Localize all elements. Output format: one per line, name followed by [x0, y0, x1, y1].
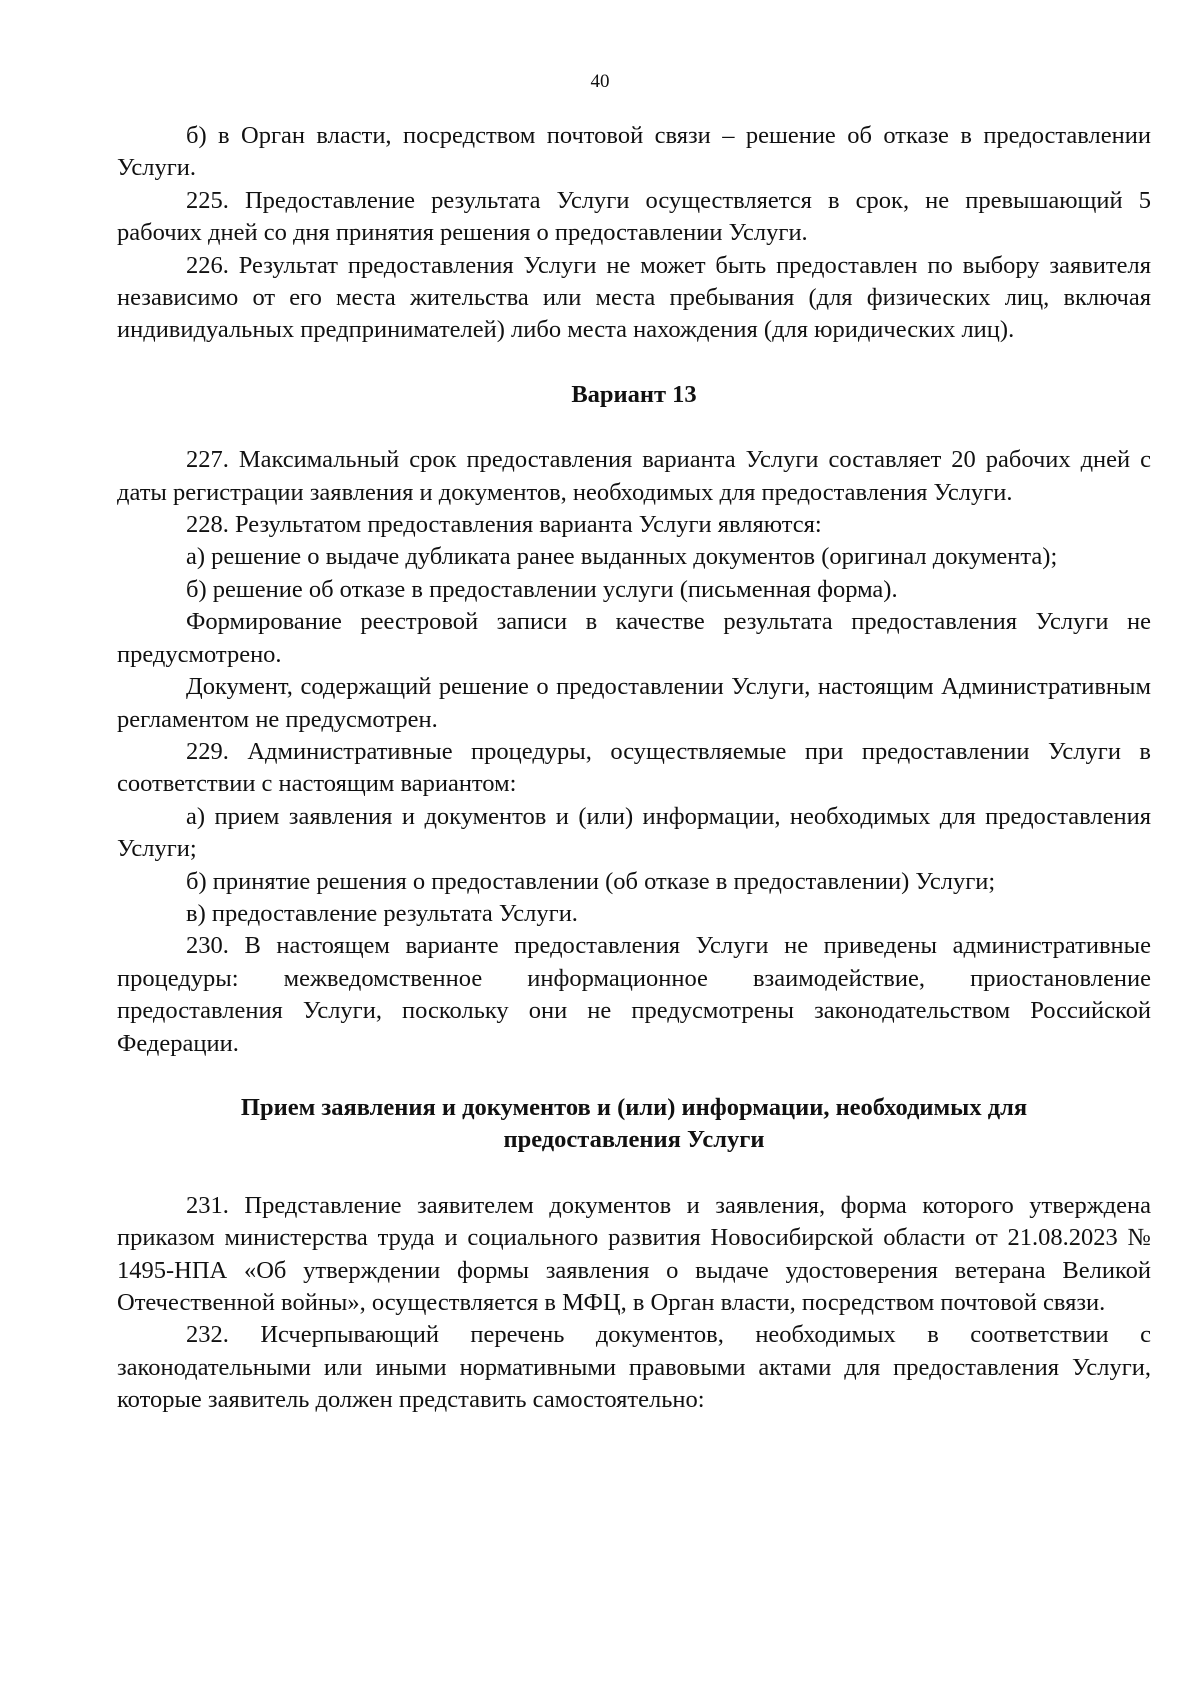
- heading-reception-line-2: предоставления Услуги: [503, 1126, 765, 1154]
- heading-variant-13: Вариант 13: [571, 380, 697, 408]
- paragraph-registry-record: Формирование реестровой записи в качестве результата предоставления Услуги не предусмотрено.: [117, 608, 1151, 668]
- paragraph-230: 230. В настоящем варианте предоставления Услуги не приведены административные процедуры: межведомственное информационное взаимодействие, приостановление предоставления Услуги, поскольку они не предусмотрены законодательством Российской Федерации.: [117, 932, 1151, 1057]
- paragraph-226: 226. Результат предоставления Услуги не может быть предоставлен по выбору заявителя независимо от его места жительства или места пребывания (для физических лиц, включая индивидуальных предпринимателей) либо места нахождения (для юридических лиц).: [117, 251, 1151, 344]
- paragraph-229-b: б) принятие решения о предоставлении (об отказе в предоставлении) Услуги;: [186, 867, 996, 895]
- paragraph-228: 228. Результатом предоставления варианта Услуги являются:: [186, 511, 822, 539]
- heading-reception: [117, 1092, 1151, 1157]
- paragraph-229: 229. Административные процедуры, осуществляемые при предоставлении Услуги в соответствии с настоящим вариантом:: [117, 737, 1151, 798]
- paragraph-229-c: в) предоставление результата Услуги.: [186, 899, 578, 927]
- paragraph-232: 232. Исчерпывающий перечень документов, необходимых в соответствии с законодательными или иными нормативными правовыми актами для предоставления Услуги, которые заявитель должен представить самостоятельно:: [117, 1321, 1151, 1414]
- paragraph-229-a: а) прием заявления и документов и (или) информации, необходимых для предоставления Услуги;: [117, 802, 1151, 863]
- paragraph-225: 225. Предоставление результата Услуги осуществляется в срок, не превышающий 5 рабочих дней со дня принятия решения о предоставлении Услуги.: [117, 186, 1151, 247]
- paragraph-224-b: б) в Орган власти, посредством почтовой связи – решение об отказе в предоставлении Услуги.: [117, 122, 1151, 182]
- page-number: 40: [590, 71, 610, 92]
- paragraph-231: 231. Представление заявителем документов и заявления, форма которого утверждена приказом министерства труда и социального развития Новосибирской области от 21.08.2023 № 1495-НПА «Об утверждении формы заявления о выдаче удостоверения ветерана Великой Отечественной войны», осуществляется в МФЦ, в Орган власти, посредством почтовой связи.: [117, 1191, 1151, 1316]
- paragraph-228-a: а) решение о выдаче дубликата ранее выданных документов (оригинал документа);: [186, 543, 1058, 571]
- paragraph-decision-document: Документ, содержащий решение о предоставлении Услуги, настоящим Административным регламентом не предусмотрен.: [117, 673, 1151, 733]
- document-body: [117, 120, 1151, 1417]
- paragraph-228-b: б) решение об отказе в предоставлении услуги (письменная форма).: [186, 575, 898, 603]
- paragraph-227: 227. Максимальный срок предоставления варианта Услуги составляет 20 рабочих дней с даты регистрации заявления и документов, необходимых для предоставления Услуги.: [117, 446, 1151, 506]
- heading-reception-line-1: Прием заявления и документов и (или) информации, необходимых для: [240, 1093, 1028, 1121]
